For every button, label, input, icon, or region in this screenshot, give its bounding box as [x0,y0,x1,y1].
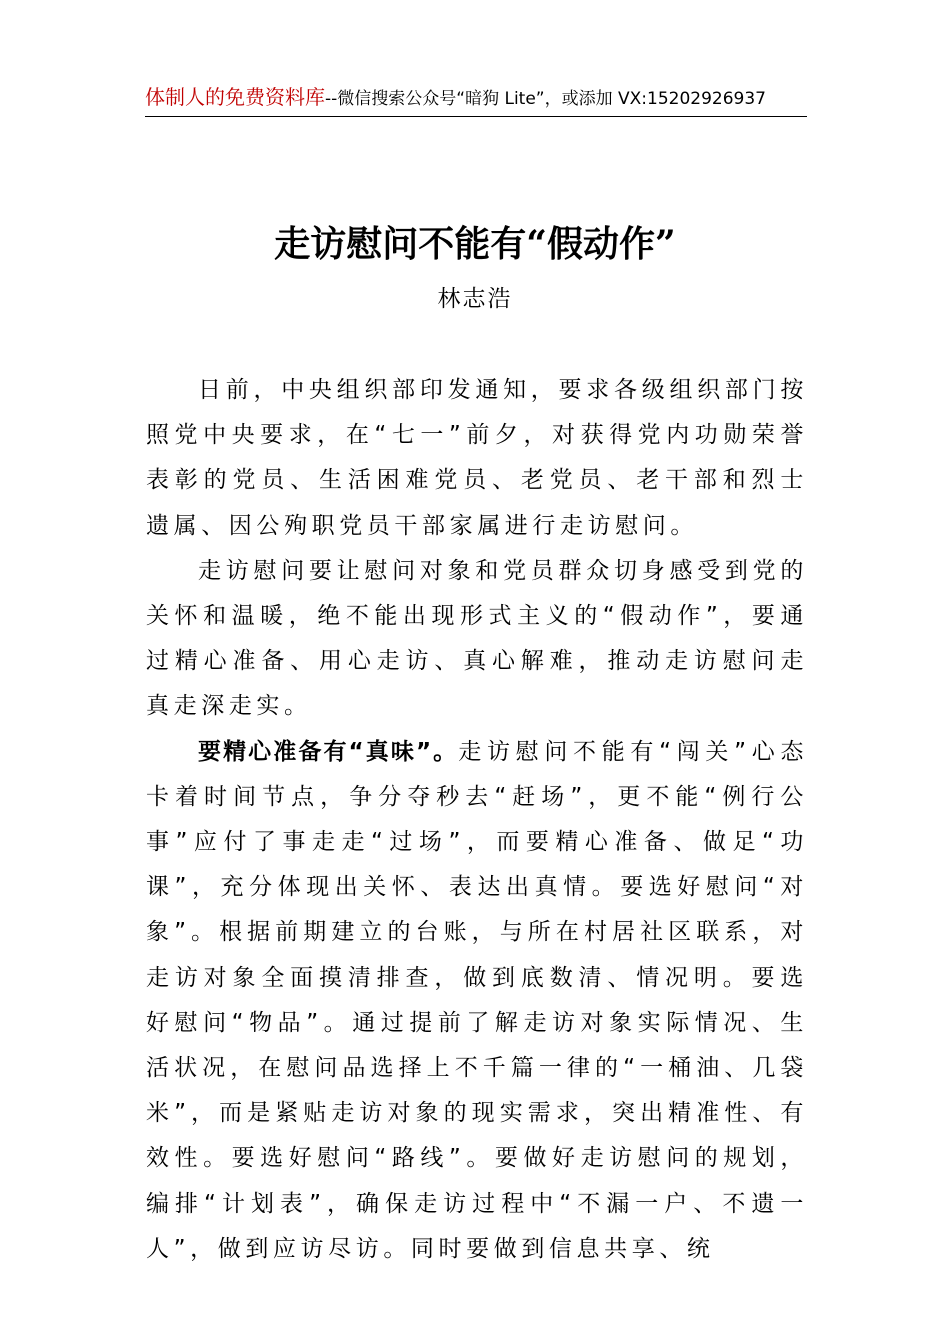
page-header [145,83,807,117]
article-body [146,368,808,1272]
section-lead: 要精心准备有“真味”。 [198,738,459,765]
paragraph-purpose: 走访慰问要让慰问对象和党员群众切身感受到党的关怀和温暖，绝不能出现形式主义的“假动作”，要通过精心准备、用心走访、真心解难，推动走访慰问走真走深走实。 [146,557,808,720]
paragraph-intro: 日前，中央组织部印发通知，要求各级组织部门按照党中央要求，在“七一”前夕，对获得党内功勋荣誉表彰的党员、生活困难党员、老党员、老干部和烈士遗属、因公殉职党员干部家属进行走访慰问。 [146,377,808,539]
section-text: 走访慰问不能有“闯关”心态卡着时间节点，争分夺秒去“赶场”，更不能“例行公事”应付了事走走“过场”，而要精心准备、做足“功课”，充分体现出关怀、表达出真情。要选好慰问“对象”。根据前期建立的台账，与所在村居社区联系，对走访对象全面摸清排查，做到底数清、情况明。要选好慰问“物品”。通过提前了解走访对象实际情况、生活状况，在慰问品选择上不千篇一律的“一桶油、几袋米”，而是紧贴走访对象的现实需求，突出精准性、有效性。要选好慰问“路线”。要做好走访慰问的规划，编排“计划表”，确保走访过程中“不漏一户、不遗一人”，做到应访尽访。同时要做到信息共享、统 [146,738,808,1262]
header-contact: --微信搜索公众号“暗狗 Lite”，或添加 VX:15202926937 [325,89,766,109]
paragraph-section [146,730,808,1272]
header-brand: 体制人的免费资料库 [145,85,325,109]
article-author: 林志浩 [437,286,513,312]
article-title: 走访慰问不能有“假动作” [274,223,676,265]
